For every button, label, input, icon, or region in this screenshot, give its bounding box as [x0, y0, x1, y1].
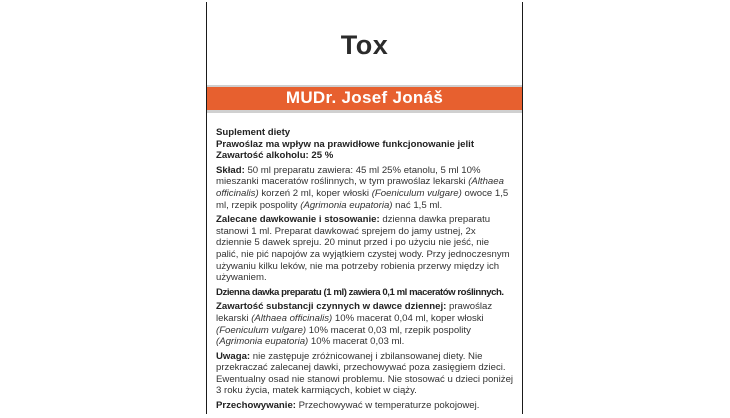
dosage-paragraph [216, 214, 514, 284]
warning-label: Uwaga: [216, 350, 251, 362]
label-text [216, 127, 514, 415]
header-line-3: Zawartość alkoholu: 25 % [216, 150, 334, 162]
composition-latin-1: (Althaea officinalis) [216, 176, 504, 199]
storage-text: Przechowywać w temperaturze pokojowej. [295, 400, 480, 412]
composition-text-4: nać 1,5 ml. [392, 199, 443, 211]
composition-label: Skład: [216, 164, 245, 176]
header-block [216, 127, 514, 162]
composition-text-2: korzeń 2 ml, koper włoski [258, 187, 372, 199]
composition-text-1: 50 ml preparatu zawiera: 45 ml 25% etanolu, 5 ml 10% mieszanki maceratów roślinnych, w tym prawoślaz lekarski [216, 164, 481, 188]
warning-paragraph [216, 351, 514, 397]
active-latin-2: (Foeniculum vulgare) [216, 324, 307, 336]
active-label: Zawartość substancji czynnych w dawce dziennej: [216, 301, 447, 313]
active-latin-1: (Althaea officinalis) [251, 312, 333, 324]
composition-text-3: owoce 1,5 ml, rzepik pospolity [216, 187, 509, 211]
author-name: MUDr. Josef Jonáš [285, 88, 444, 107]
active-substances-paragraph [216, 301, 514, 347]
author-band [207, 85, 522, 110]
dosage-text: dzienna dawka preparatu stanowi 1 ml. Preparat dawkować sprejem do jamy ustnej, 2x dziennie 5 dawek spreju. 20 minut przed i po użyciu nie jeść, nie palić, nie pić napojów za wyjątkiem czystej wody. Przy jednoczesnym używaniu kilku leków, nie ma potrzeby robienia przerwy między ich używaniem. [216, 214, 510, 284]
header-line-1: Suplement diety [216, 127, 291, 138]
active-text-3: 10% macerat 0,03 ml, rzepik pospolity [306, 324, 471, 336]
product-title: Tox [340, 30, 389, 60]
active-text-2: 10% macerat 0,04 ml, koper włoski [332, 312, 484, 324]
daily-dose-line: Dzienna dawka preparatu (1 ml) zawiera 0,1 ml maceratów roślinnych. [216, 286, 504, 298]
band-shadow [207, 110, 522, 113]
daily-dose-paragraph [216, 287, 514, 299]
active-text-4: 10% macerat 0,03 ml. [308, 336, 405, 348]
active-latin-3: (Agrimonia eupatoria) [216, 336, 309, 348]
product-label [206, 2, 523, 414]
active-text-1: prawoślaz lekarski [216, 301, 493, 324]
composition-latin-2: (Foeniculum vulgare) [371, 187, 462, 199]
composition-latin-3: (Agrimonia eupatoria) [300, 199, 393, 211]
composition-paragraph [216, 165, 514, 211]
storage-label: Przechowywanie: [216, 400, 296, 412]
warning-text: nie zastępuje zróżnicowanej i zbilansowanej diety. Nie przekraczać zalecanej dawki, przechowywać poza zasięgiem dzieci. Ewentualny osad nie stanowi problemu. Nie stosować u dzieci poniżej 3 roku życia, matek karmiących, kobiet w ciąży. [216, 350, 514, 397]
dosage-label: Zalecane dawkowanie i stosowanie: [216, 214, 380, 226]
storage-paragraph [216, 400, 514, 412]
header-line-2: Prawoślaz ma wpływ na prawidłowe funkcjonowanie jelit [216, 138, 475, 150]
